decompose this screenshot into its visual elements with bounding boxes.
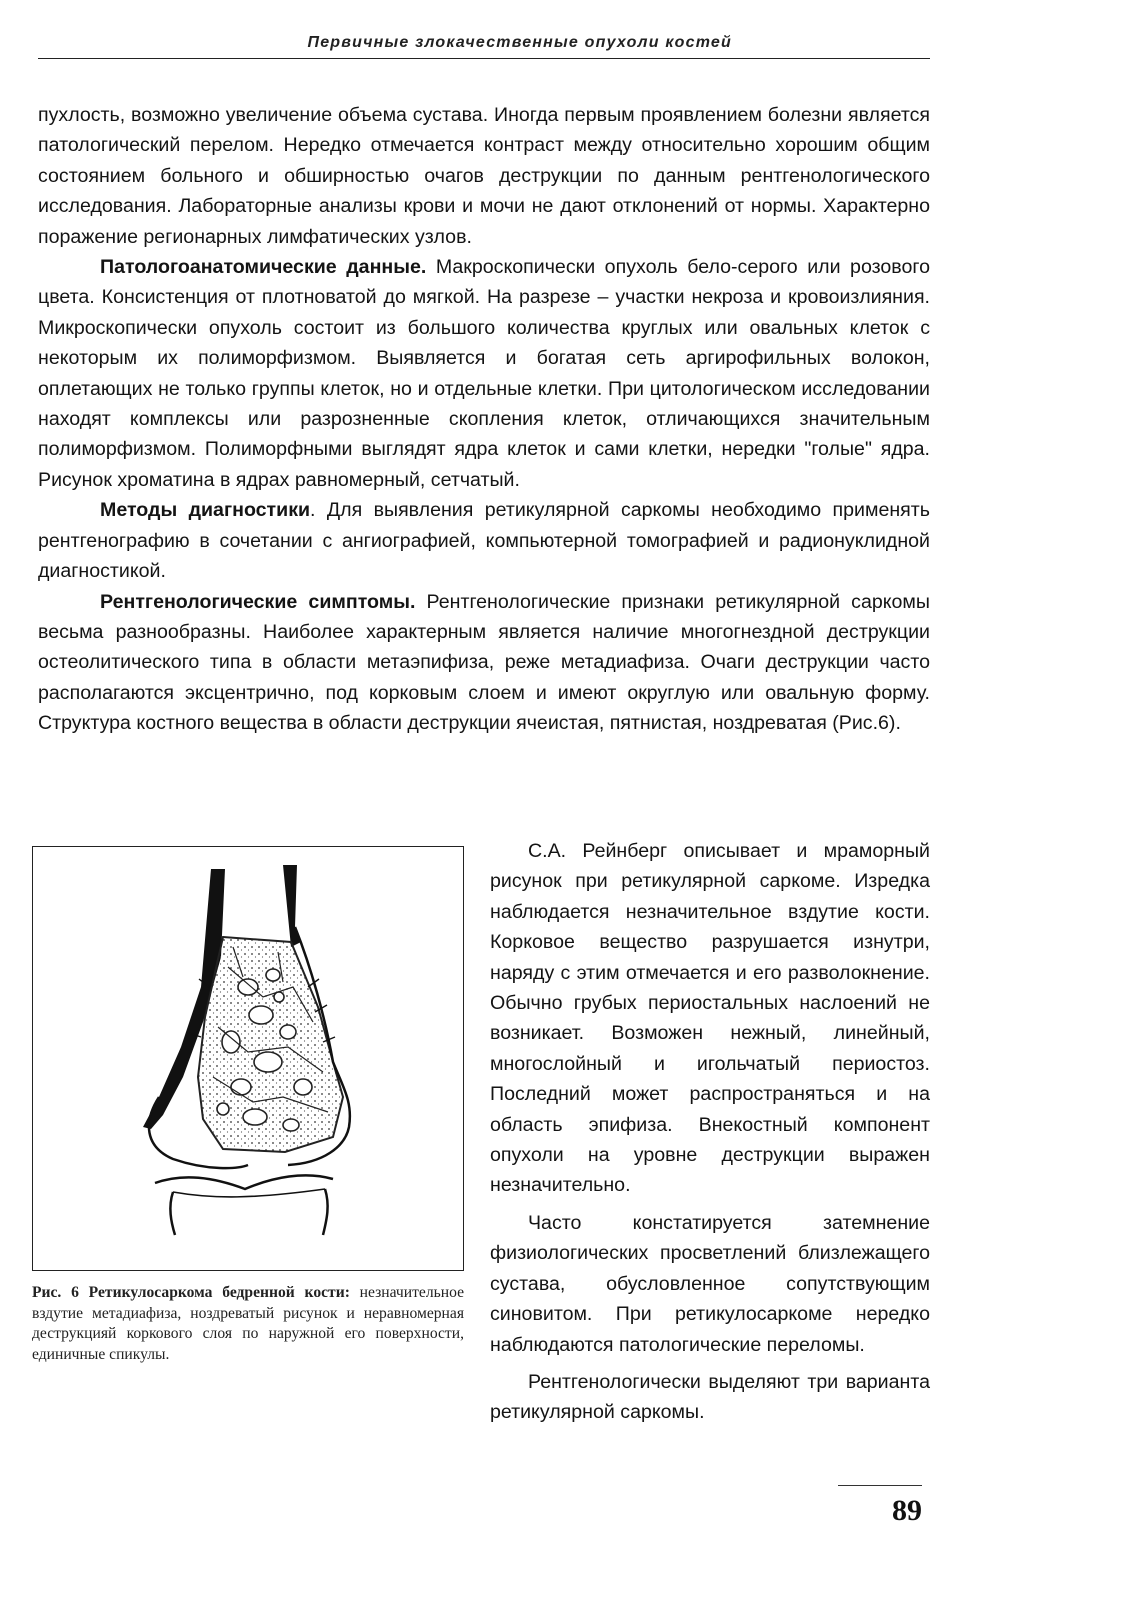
page-number: 89 bbox=[892, 1494, 922, 1527]
femur-drawing bbox=[33, 847, 463, 1270]
diagnostics-text: . Для выявления ретикулярной саркомы необходимо применять рентгенографию в сочетании с ангиографией, компьютерной томографией и радионуклидной диагностикой. bbox=[38, 499, 930, 583]
figure-caption bbox=[32, 1283, 464, 1365]
figure-caption-label: Рис. 6 Ретикулосаркома бедренной кости: bbox=[32, 1284, 350, 1301]
pathology-paragraph bbox=[38, 252, 930, 495]
diagnostics-heading: Методы диагностики bbox=[100, 499, 311, 522]
page-number-rule bbox=[838, 1485, 922, 1486]
running-head-title: Первичные злокачественные опухоли костей bbox=[307, 34, 732, 51]
figure-caption-text: незначительное вздутие метадиафиза, ноздреватый рисунок и неравномерная деструкцияй коркового слоя по наружной его поверхности, единичные спикулы. bbox=[32, 1284, 464, 1363]
diagnostics-paragraph bbox=[38, 495, 930, 586]
side-paragraph-3: Рентгенологически выделяют три варианта ретикулярной саркомы. bbox=[490, 1370, 930, 1424]
side-paragraph-2: Часто констатируется затемнение физиологических просветлений близлежащего сустава, обусловленное сопутствующим синовитом. При ретикулосаркоме нередко наблюдаются патологические переломы. bbox=[490, 1211, 930, 1356]
running-head bbox=[38, 34, 930, 59]
side-paragraph-1: С.А. Рейнберг описывает и мраморный рисунок при ретикулярной саркоме. Изредка наблюдается незначительное вздутие кости. Корковое вещество разрушается изнутри, наряду с этим отмечается и его разволокнение. Обычно грубых периостальных наслоений не возникает. Возможен нежный, линейный, многослойный и игольчатый периостоз. Последний может распространяться и на область эпифиза. Внекостный компонент опухоли на уровне деструкции выражен незначительно. bbox=[490, 840, 930, 1197]
xray-text: Рентгенологические признаки ретикулярной саркомы весьма разнообразны. Наиболее характерным является наличие многогнездной деструкции остеолитического типа в области метаэпифиза, реже метадиафиза. Очаги деструкции часто располагаются эксцентрично, под корковым слоем и имеют округлую или овальную форму. Структура костного вещества в области деструкции ячеистая, пятнистая, ноздреватая (Рис.6). bbox=[38, 590, 930, 735]
figure-6-illustration bbox=[32, 846, 464, 1271]
main-text-column bbox=[38, 100, 930, 739]
side-text-column bbox=[490, 836, 930, 1428]
xray-heading: Рентгенологические симптомы. bbox=[100, 590, 416, 613]
pathology-text: Макроскопически опухоль бело-серого или розового цвета. Консистенция от плотноватой до мягкой. На разрезе – участки некроза и кровоизлияния. Микроскопически опухоль состоит из большого количества круглых или овальных клеток с некоторым их полиморфизмом. Выявляется и богатая сеть аргирофильных волокон, оплетающих не только группы клеток, но и отдельные клетки. При цитологическом исследовании находят комплексы или разрозненные скопления клеток, отличающихся значительным полиморфизмом. Полиморфными выглядят ядра клеток и сами клетки, нередки "голые" ядра. Рисунок хроматина в ядрах равномерный, сетчатый. bbox=[38, 256, 930, 491]
xray-paragraph bbox=[38, 587, 930, 739]
intro-paragraph: пухлость, возможно увеличение объема сустава. Иногда первым проявлением болезни является патологический перелом. Нередко отмечается контраст между относительно хорошим общим состоянием больного и обширностью очагов деструкции по данным рентгенологического исследования. Лабораторные анализы крови и мочи не дают отклонений от нормы. Характерно поражение регионарных лимфатических узлов. bbox=[38, 104, 930, 248]
pathology-heading: Патологоанатомические данные. bbox=[100, 256, 427, 279]
